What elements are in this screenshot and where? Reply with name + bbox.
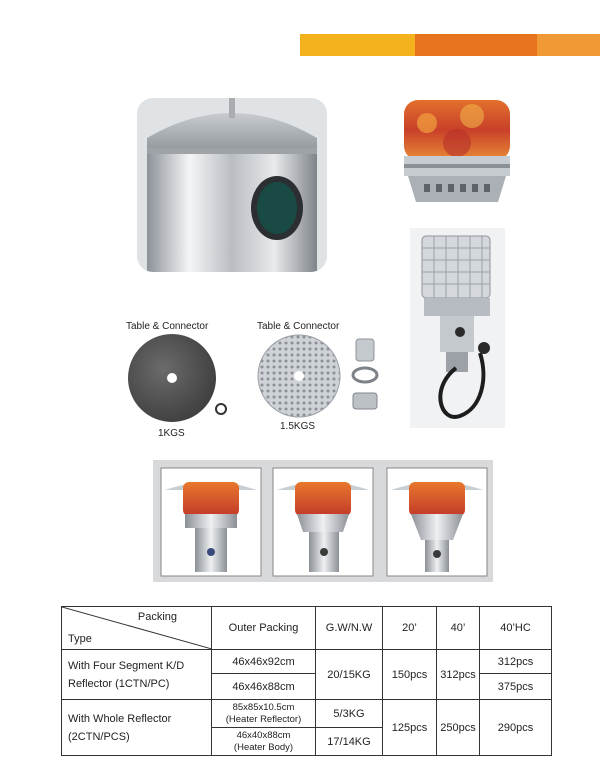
type-cell: With Whole Reflector (2CTN/PCS) [62,700,212,756]
table-right-title: Table & Connector [257,321,340,332]
c20-cell: 125pcs [383,700,437,756]
c40hc-cell: 312pcs [480,650,552,674]
header-bar-orange [415,34,537,56]
gw-nw-cell: 5/3KG [316,700,383,728]
table-row [62,650,552,674]
c40hc-header: 40’HC [480,607,552,650]
gw-nw-header: G.W/N.W [316,607,383,650]
outer-packing-note: (Heater Body) [233,741,294,753]
connector-parts [348,337,384,417]
outer-packing-header: Outer Packing [212,607,316,650]
outer-packing-note: (Heater Reflector) [225,713,302,725]
heater-body-photo [137,98,327,272]
header-bar-light-orange [537,34,600,56]
header-bar-yellow [300,34,415,56]
table-plate-dark [122,333,222,433]
c40-cell: 250pcs [437,700,480,756]
packing-spec-table [61,606,552,756]
c40hc-cell: 375pcs [480,674,552,700]
connector-ring-small [214,402,228,416]
outer-packing-cell: 46x46x92cm [212,650,316,674]
gw-nw-cell: 17/14KG [316,728,383,756]
c40-cell: 312pcs [437,650,480,700]
burner-head-photo [402,98,512,210]
table-header-row [62,607,552,650]
table-plate-patterned [253,334,345,426]
burner-hose-photo [410,228,505,428]
outer-packing-cell [212,700,316,728]
outer-packing-cell [212,728,316,756]
gw-nw-cell: 20/15KG [316,650,383,700]
type-cell: With Four Segment K/D Reflector (1CTN/PC) [62,650,212,700]
table-right-weight: 1.5KGS [280,421,316,432]
outer-packing-cell: 46x46x88cm [212,674,316,700]
outer-packing-size: 85x85x10.5cm [232,701,295,713]
c20-header: 20’ [383,607,437,650]
heater-variants-panel [153,460,493,582]
c20-cell: 150pcs [383,650,437,700]
c40-header: 40’ [437,607,480,650]
table-row [62,700,552,728]
type-label: Type [68,633,92,645]
packing-label: Packing [137,611,177,623]
packing-type-header [62,607,212,650]
table-left-weight: 1KGS [158,428,185,439]
outer-packing-size: 46x40x88cm [236,729,291,741]
table-left-title: Table & Connector [126,321,209,332]
c40hc-cell: 290pcs [480,700,552,756]
